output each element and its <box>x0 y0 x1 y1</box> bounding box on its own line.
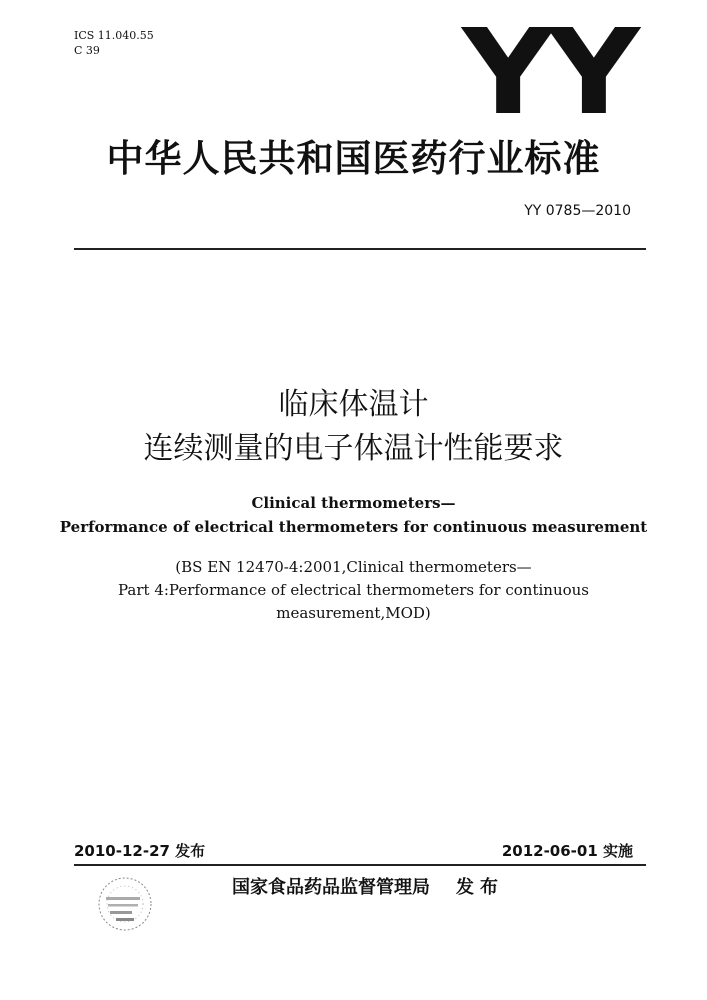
english-title-line-2: Performance of electrical thermometers for continuous measurement <box>59 518 648 536</box>
standard-number: YY 0785—2010 <box>524 203 631 219</box>
english-title <box>0 491 707 539</box>
reference-line-2: Part 4:Performance of electrical thermometers for continuous <box>117 581 589 599</box>
classification-codes <box>74 28 154 58</box>
reference-line-1: (BS EN 12470-4:2001,Clinical thermometers— <box>175 558 532 576</box>
chinese-title-line-1: 临床体温计 <box>278 387 429 422</box>
ccs-code: C 39 <box>74 44 100 57</box>
issuing-authority <box>232 873 504 899</box>
reference-standard <box>0 556 707 625</box>
yy-logo: YY <box>462 3 634 141</box>
issue-date: 2010-12-27 发布 <box>74 842 206 860</box>
publish-label: 发布 <box>456 877 504 898</box>
reference-line-3: measurement,MOD) <box>276 604 431 622</box>
header-divider <box>74 248 646 250</box>
issuer-name: 国家食品药品监督管理局 <box>232 877 430 898</box>
standard-type-title: 中华人民共和国医药行业标准 <box>106 137 601 180</box>
chinese-title-line-2: 连续测量的电子体温计性能要求 <box>143 431 564 466</box>
ics-code: ICS 11.040.55 <box>74 29 154 42</box>
chinese-title <box>0 383 707 471</box>
english-title-line-1: Clinical thermometers— <box>251 494 456 512</box>
footer-divider <box>74 864 646 866</box>
implementation-date: 2012-06-01 实施 <box>501 842 633 860</box>
library-stamp-icon <box>96 875 154 933</box>
